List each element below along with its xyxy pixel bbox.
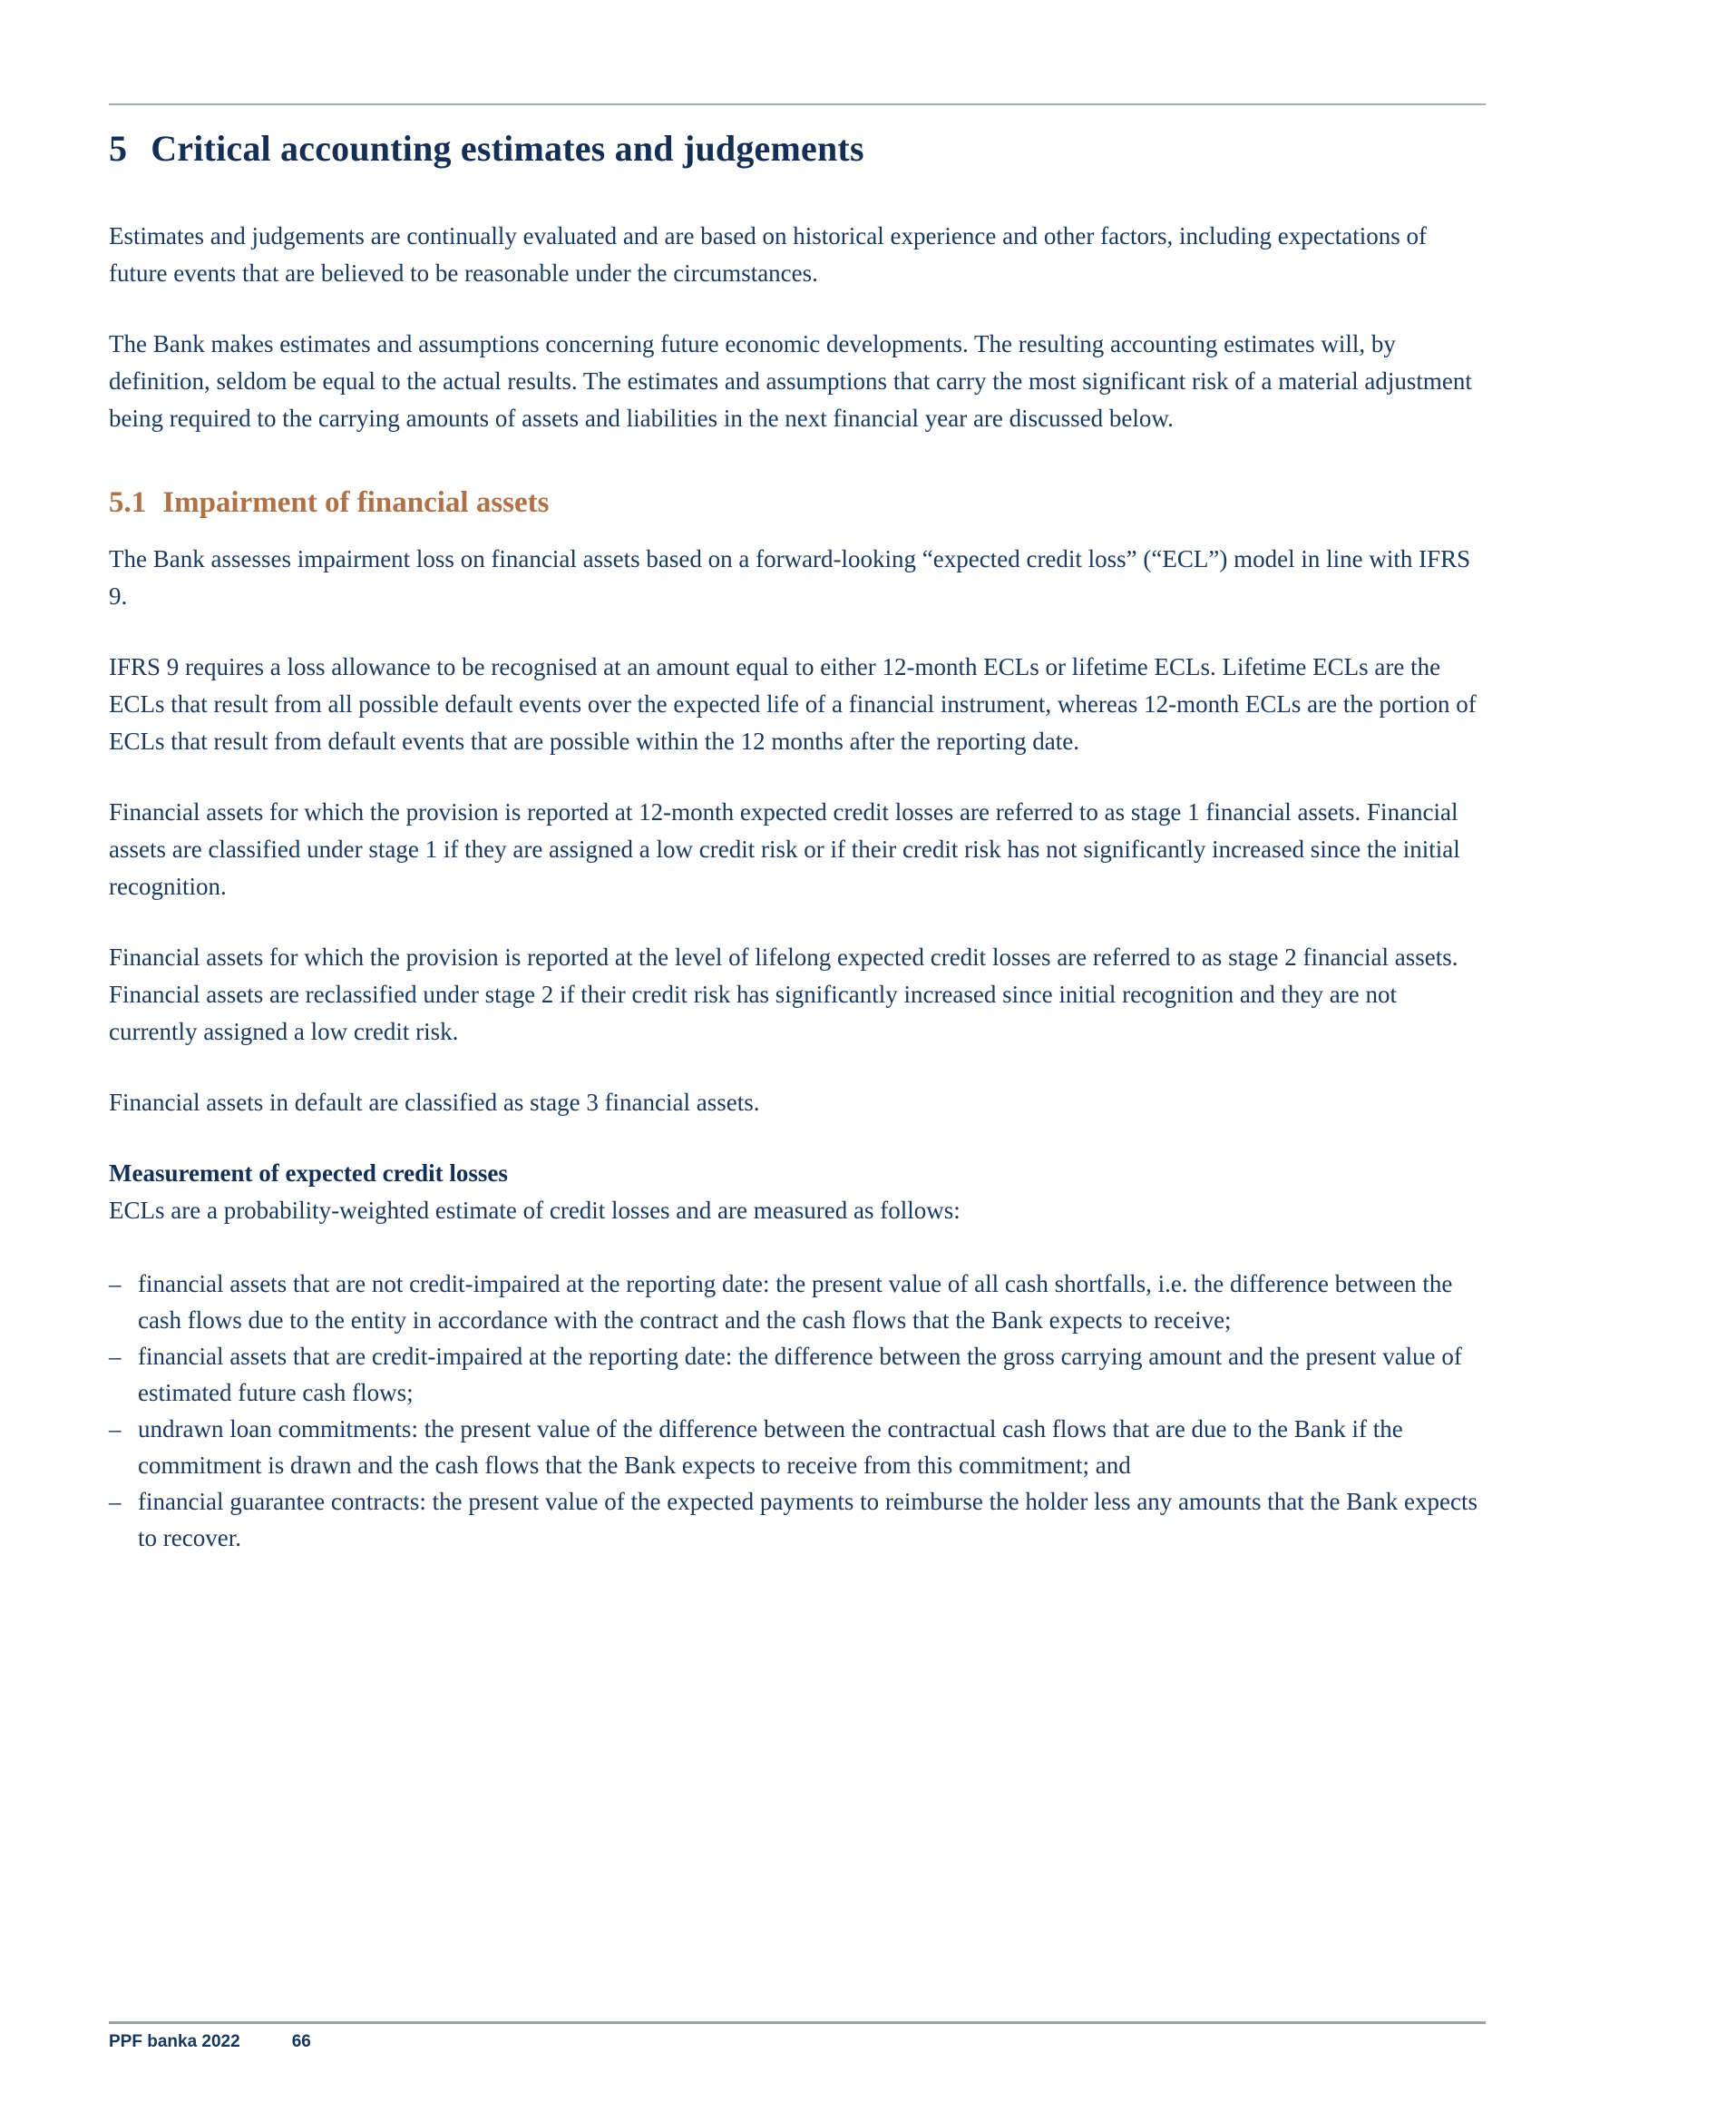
bullet-item (109, 1483, 1487, 1556)
footer-brand: PPF banka 2022 (109, 2032, 240, 2051)
bullet-dash: – (109, 1343, 122, 1370)
bullet-item (109, 1338, 1487, 1411)
bullet-item (109, 1266, 1487, 1338)
footer-page-number: 66 (291, 2032, 311, 2051)
body-paragraph-1: The Bank assesses impairment loss on financial assets based on a forward-looking “expected credit loss” (“ECL”) model in line with IFRS 9. (109, 545, 1471, 610)
body-paragraph-3: Financial assets for which the provision is reported at 12-month expected credit losses are referred to as stage 1 financial assets. Financial assets are classified under stage 1 if they are assigned a low credit risk or if their credit risk has not significantly increased since the initial recognition. (109, 798, 1460, 900)
footer-rule (109, 2021, 1486, 2024)
page-footer (109, 2032, 311, 2052)
bullet-dash: – (109, 1415, 122, 1442)
body-paragraph-4: Financial assets for which the provision is reported at the level of lifelong expected credit losses are referred to as stage 2 financial assets. Financial assets are reclassified under stage 2 if their credit risk has significantly increased since initial recognition and they are not currently assigned a low credit risk. (109, 944, 1458, 1045)
bullet-dash: – (109, 1488, 122, 1515)
body-paragraph-5: Financial assets in default are classified as stage 3 financial assets. (109, 1089, 760, 1116)
bullet-text: undrawn loan commitments: the present value of the difference between the contractual cash flows that are due to the Bank if the commitment is drawn and the cash flows that the Bank expects to receive from this commitment; and (138, 1415, 1403, 1479)
bullet-text: financial assets that are credit-impaired at the reporting date: the difference between the gross carrying amount and the present value of estimated future cash flows; (138, 1343, 1462, 1406)
subsection-number: 5.1 (109, 486, 147, 519)
measurement-intro: ECLs are a probability-weighted estimate of credit losses and are measured as follows: (109, 1197, 961, 1224)
subsection-title: Impairment of financial assets (162, 486, 550, 519)
bullet-text: financial assets that are not credit-impaired at the reporting date: the present value of all cash shortfalls, i.e. the difference between the cash flows due to the entity in accordance with the contract and the cash flows that the Bank expects to receive; (138, 1270, 1453, 1334)
intro-paragraph-1: Estimates and judgements are continually evaluated and are based on historical experience and other factors, including expectations of future events that are believed to be reasonable under the circumstances. (109, 222, 1427, 287)
section-number: 5 (109, 128, 128, 169)
intro-paragraph-2: The Bank makes estimates and assumptions concerning future economic developments. The resulting accounting estimates will, by definition, seldom be equal to the actual results. The estimates and assumptions that carry the most significant risk of a material adjustment being required to the carrying amounts of assets and liabilities in the next financial year are discussed below. (109, 330, 1472, 432)
subsection-heading (109, 483, 1487, 523)
body-paragraph-2: IFRS 9 requires a loss allowance to be recognised at an amount equal to either 12-month ECLs or lifetime ECLs. Lifetime ECLs are the ECLs that result from all possible default events over the expected life of a financial instrument, whereas 12-month ECLs are the portion of ECLs that result from default events that are possible within the 12 months after the reporting date. (109, 653, 1477, 755)
section-title: Critical accounting estimates and judgements (151, 128, 864, 169)
page-content (109, 0, 1487, 1556)
bullet-list (109, 1266, 1487, 1556)
bullet-dash: – (109, 1270, 122, 1297)
section-heading (109, 127, 1487, 171)
bullet-item (109, 1411, 1487, 1483)
measurement-heading: Measurement of expected credit losses (109, 1159, 508, 1187)
bullet-text: financial guarantee contracts: the present value of the expected payments to reimburse the holder less any amounts that the Bank expects to recover. (138, 1488, 1478, 1551)
